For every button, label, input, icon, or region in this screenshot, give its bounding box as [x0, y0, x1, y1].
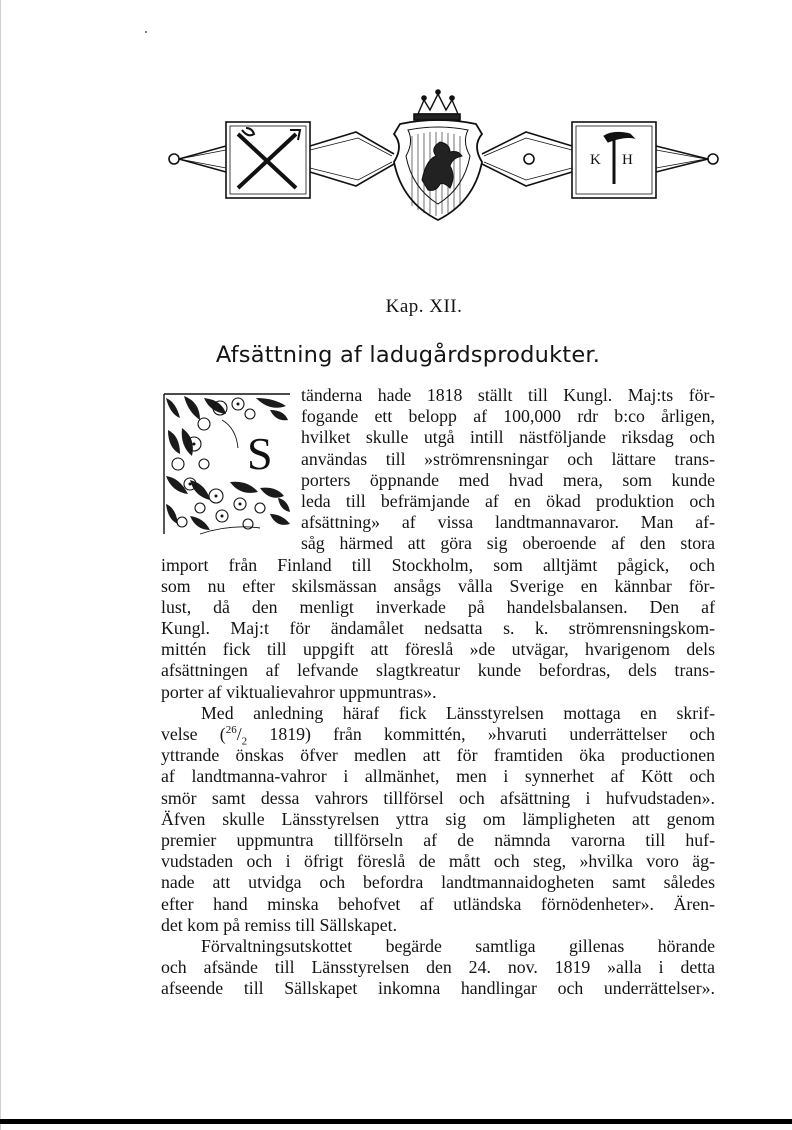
text-line: Kungl. Maj:t för ändamålet nedsatta s. k. strömrensningskom-	[161, 618, 715, 639]
text-line: användas till »strömrensningar och lättare trans-	[301, 448, 715, 469]
bottom-rule	[0, 1119, 792, 1124]
hammer-icon	[572, 122, 656, 198]
text-line: hvilket skulle utgå intill nästföljande riksdag och	[301, 427, 715, 448]
crowned-coat-of-arms-icon	[394, 90, 482, 220]
text-line: yttrande önskas öfver medlen att för framtiden öka productionen	[161, 745, 715, 766]
text-line: velse ($^{26}/_2$ 1819) från kommittén, »hvaruti underrättelser och	[161, 724, 715, 748]
panel-letter-k: K	[590, 152, 601, 168]
text-line: afseende till Sällskapet inkomna handlingar och underrättelser».	[161, 978, 715, 999]
text-line: det kom på remiss till Sällskapet.	[161, 914, 398, 935]
text-line: smör samt dessa vahrors tillförsel och afsättning i hufvudstaden».	[161, 787, 715, 808]
text-line: afsättningen af lefvande slagtkreatur kunde befordras, dels trans-	[161, 660, 715, 681]
text-line: porter af viktualievahror uppmuntras».	[161, 681, 437, 702]
text-line: Förvaltningsutskottet begärde samtliga gillenas hörande	[201, 935, 715, 956]
panel-letter-h: H	[622, 152, 633, 168]
text-line: porters öppnande med hvad mera, som kunde	[301, 469, 715, 490]
text-line: efter hand minska behofvet af utländska förnödenheter». Ären-	[161, 893, 715, 914]
text-line: och afsände till Länsstyrelsen den 24. nov. 1819 »alla i detta	[161, 957, 715, 978]
text-line: vudstaden och i öfrigt föreslå de mått och steg, »hvilka voro äg-	[161, 851, 715, 872]
chapter-heading: Kap. XII.	[385, 296, 463, 317]
section-title: Afsättning af ladugårdsprodukter.	[215, 342, 601, 368]
dropcap-letter: S	[247, 428, 273, 479]
crossed-tools-icon	[226, 122, 310, 198]
text-line: leda till befrämjande af en ökad produktion och	[301, 490, 715, 511]
text-line: afsättning» af vissa landtmannavaror. Man af-	[301, 512, 715, 533]
text-line: Äfven skulle Länsstyrelsen yttra sig om lämpligheten att genom	[161, 808, 715, 829]
text-line: import från Finland till Stockholm, som alltjämt pågick, och	[161, 554, 715, 575]
text-line: nade att utvidga och befordra landtmannaidogheten samt således	[161, 872, 715, 893]
print-speck	[145, 31, 147, 33]
text-line: premier uppmuntra tillförseln af de nämnda varorna till huf-	[161, 829, 715, 850]
text-line: lust, då den menligt inverkade på handelsbalansen. Den af	[161, 596, 715, 617]
text-line: mittén fick till uppgift att föreslå »de utvägar, hvarigenom dels	[161, 639, 715, 660]
page-edge-rule	[0, 0, 1, 1130]
text-line: såg härmed att göra sig oberoende af den stora	[301, 533, 715, 554]
text-line: Med anledning häraf fick Länsstyrelsen mottaga en skrif-	[201, 702, 715, 723]
text-line: tänderna hade 1818 ställt till Kungl. Maj:ts för-	[301, 385, 715, 405]
body-text	[161, 385, 715, 999]
header-ornament	[160, 84, 730, 230]
text-line: af landtmanna-vahror i allmänhet, men i synnerhet af Kött och	[161, 766, 715, 787]
text-line: som nu efter skilsmässan ansågs vålla Sverige en kännbar för-	[161, 575, 715, 596]
text-line: fogande ett belopp af 100,000 rdr b:co årligen,	[301, 406, 715, 427]
